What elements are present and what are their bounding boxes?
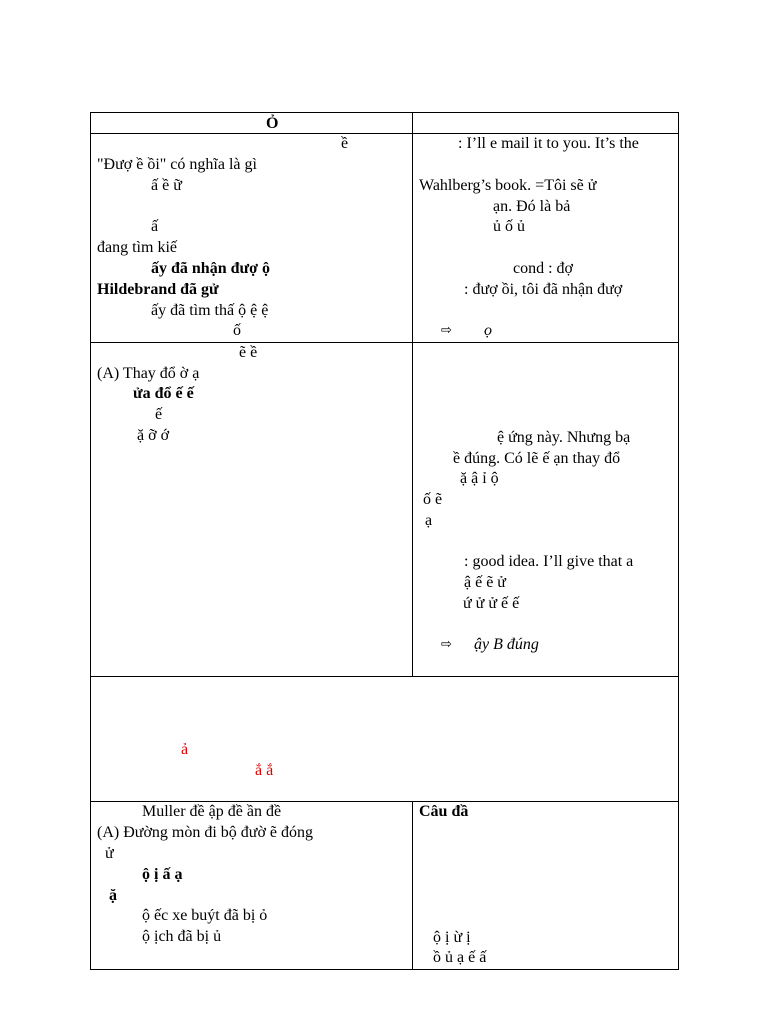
row1-left-line: ấy đã tìm thấ ộ ệ ệ bbox=[151, 302, 269, 319]
row2-right-line: ậ ế ẽ ử bbox=[464, 574, 506, 591]
row1-right-line: ọ bbox=[484, 322, 492, 339]
row1-left-line: đang tìm kiế bbox=[97, 239, 177, 256]
row1-left-line: ề bbox=[341, 135, 349, 152]
column-divider-top bbox=[412, 113, 413, 677]
row2-left-line: ế bbox=[155, 406, 163, 423]
row1-left-line: ấ ề ữ bbox=[151, 177, 182, 194]
row1-right-line: : đượ ồi, tôi đã nhận đượ bbox=[464, 281, 623, 298]
row2-left-line: ẽ ề bbox=[239, 344, 258, 361]
row1-right-line: : I’ll e mail it to you. It’s the bbox=[458, 135, 639, 152]
row2-right-line: ệ ứng này. Nhưng bạ bbox=[497, 429, 631, 446]
row1-left-line: ố bbox=[233, 322, 241, 339]
row2-right-line: : good idea. I’ll give that a bbox=[464, 553, 634, 570]
row1-right-line: cond : đợ bbox=[513, 260, 574, 277]
row1-divider bbox=[91, 342, 678, 343]
row1-left-line: "Đượ ề ồi" có nghĩa là gì bbox=[97, 156, 257, 173]
row4-right-line: Câu đầ bbox=[419, 803, 469, 820]
row4-right-line: ồ ủ ạ ế ấ bbox=[433, 949, 487, 966]
row4-left-line: ộ ếc xe buýt đã bị ỏ bbox=[142, 907, 268, 924]
row2-right-line: ạ bbox=[425, 512, 433, 529]
row4-left-line: ử bbox=[105, 845, 114, 862]
row1-right-line: ạn. Đó là bả bbox=[493, 198, 571, 215]
row4-left-line: (A) Đường mòn đi bộ đườ ẽ đóng bbox=[97, 824, 314, 841]
row1-left-line: Hildebrand đã gử bbox=[97, 281, 219, 298]
row2-right-line: ố ẽ bbox=[423, 491, 443, 508]
row2-right-line: ậy B đúng bbox=[474, 636, 539, 653]
column-divider-bottom bbox=[412, 801, 413, 970]
row1-left-line: ấ bbox=[151, 218, 159, 235]
row4-right-line: ộ ị ừ ị bbox=[433, 929, 471, 946]
row4-left-line: ộ ị ấ ạ bbox=[142, 866, 183, 883]
arrow-right-icon: ⇨ bbox=[441, 637, 452, 652]
row2-right-line: ề đúng. Có lẽ ế ạn thay đổ bbox=[453, 450, 621, 467]
row1-right-line: Wahlberg’s book. =Tôi sẽ ử bbox=[419, 177, 597, 194]
row2-right-line: ứ ử ử ế ế bbox=[463, 595, 520, 612]
arrow-right-icon: ⇨ bbox=[441, 323, 452, 338]
row4-left-line: Muller đề ập đề ần đề bbox=[142, 803, 282, 820]
row4-left-line: ộ ịch đã bị ủ bbox=[142, 928, 222, 945]
row2-divider bbox=[91, 676, 678, 677]
row2-left-line: ửa đổ ế ế bbox=[133, 385, 194, 402]
row2-left-line: (A) Thay đổ ờ ạ bbox=[97, 365, 200, 382]
row1-right-line: ủ ố ủ bbox=[493, 218, 525, 235]
row3-line: ả bbox=[181, 741, 189, 758]
header-left-title: Ỏ bbox=[266, 115, 279, 132]
row2-left-line: ặ ỡ ớ bbox=[137, 427, 170, 444]
row3-line: ắ ắ bbox=[255, 762, 274, 779]
row4-left-line: ặ bbox=[109, 887, 117, 904]
row2-right-line: ặ ậ ỉ ộ bbox=[460, 470, 499, 487]
row1-left-line: ấy đã nhận đượ ộ bbox=[151, 260, 270, 277]
